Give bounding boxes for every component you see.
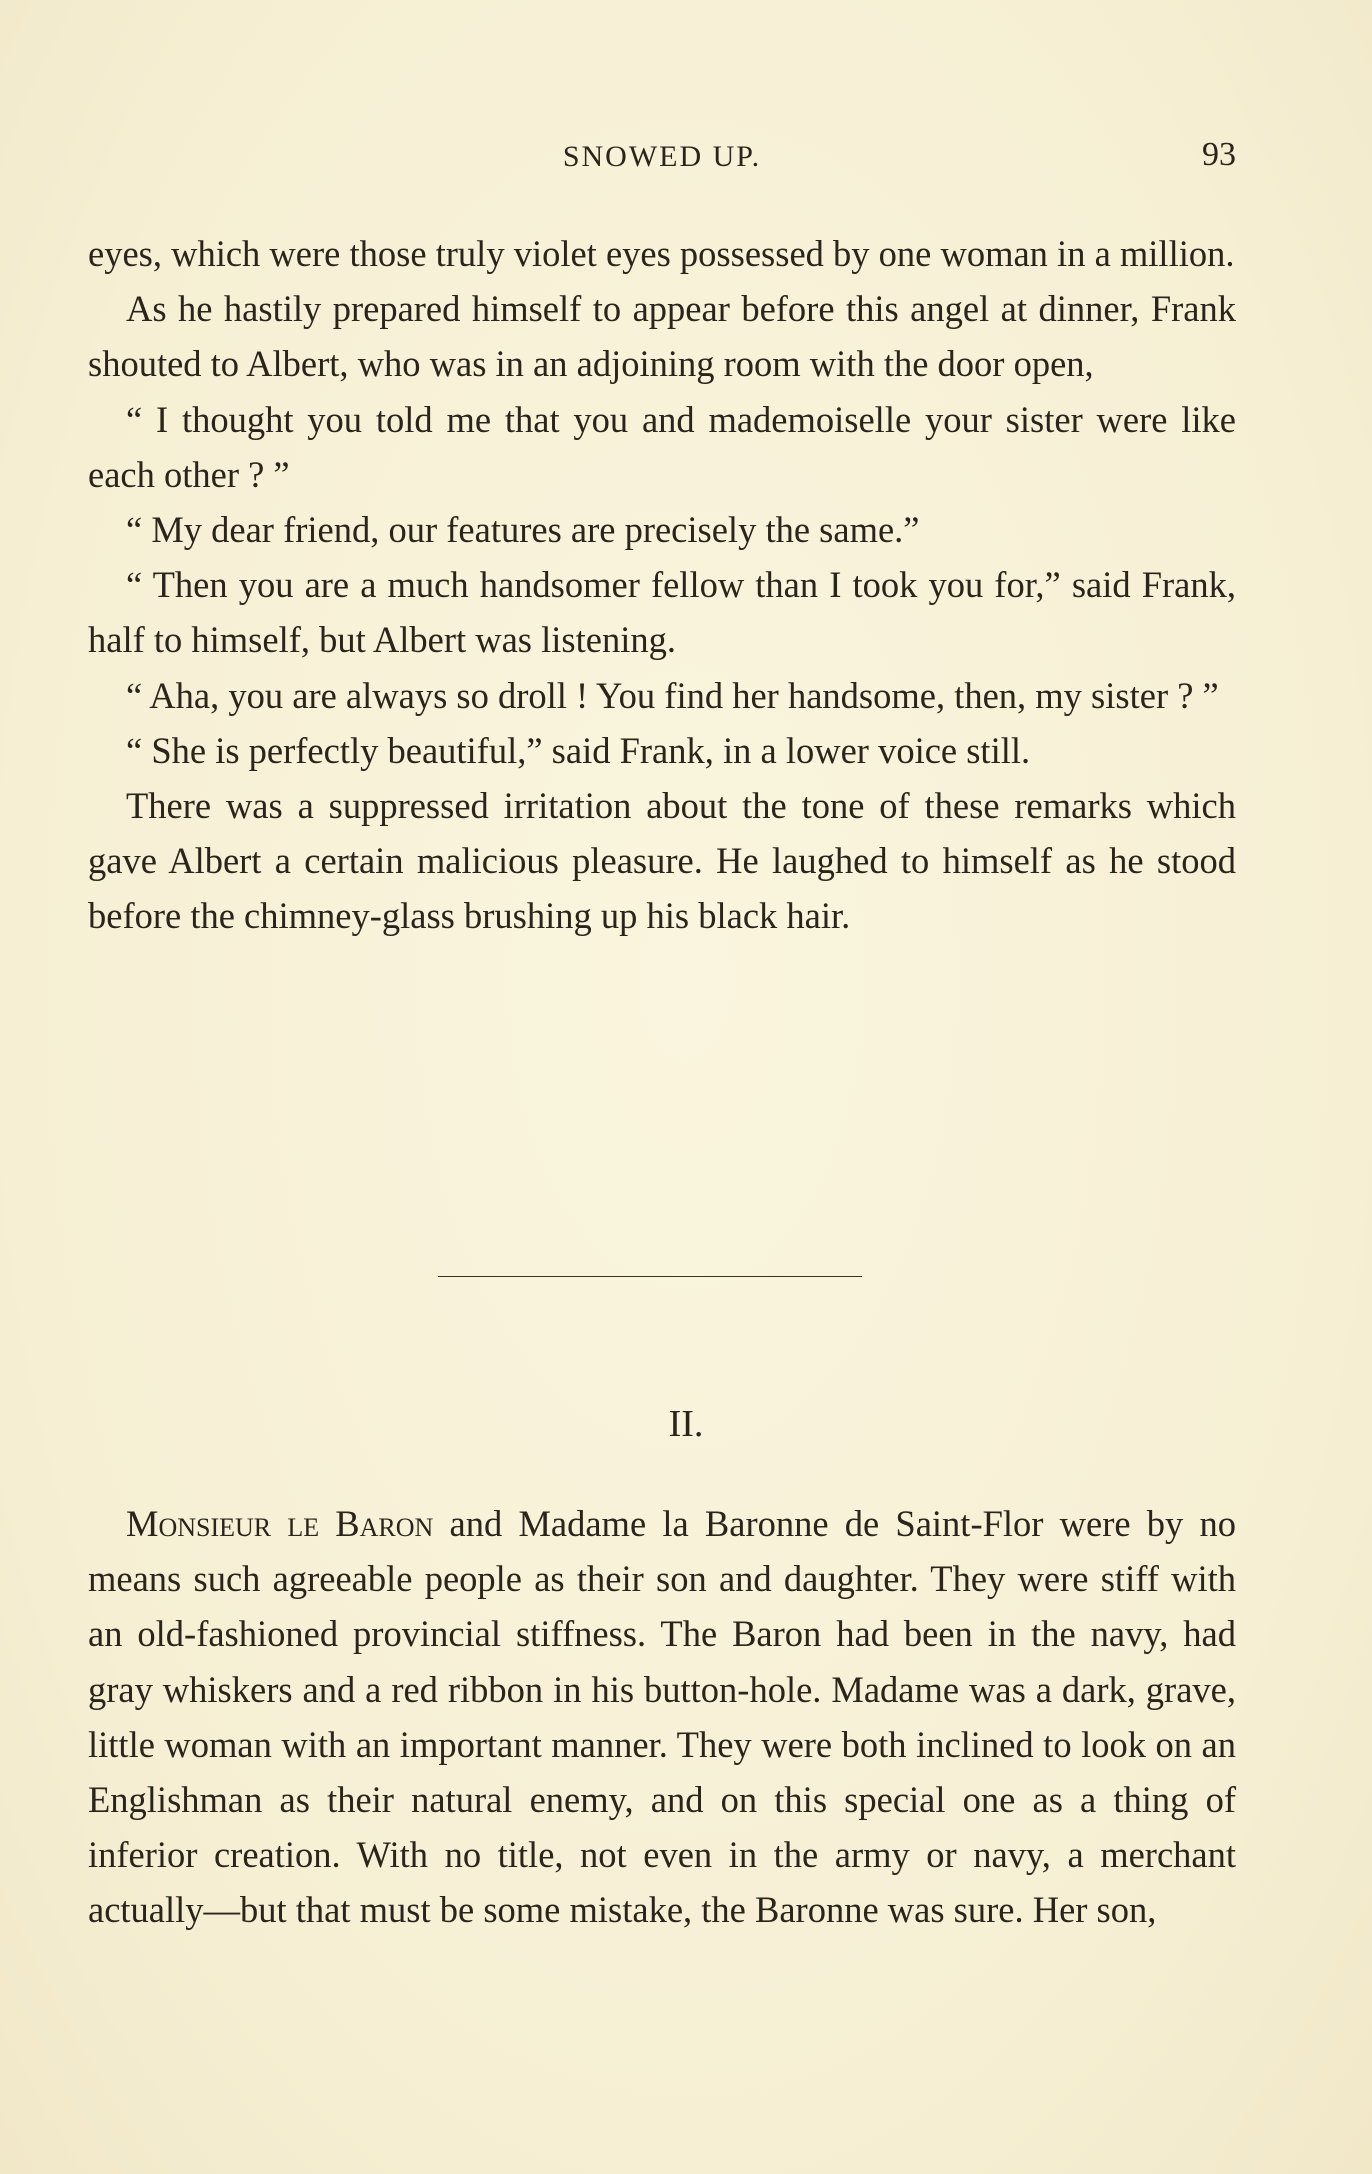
paragraph: “ Then you are a much handsomer fellow than I took you for,” said Frank, half to himself, but Albert was listening. xyxy=(88,564,1236,661)
paragraph: “ My dear friend, our features are precisely the same.” xyxy=(126,509,920,551)
paragraph: As he hastily prepared himself to appear before this angel at dinner, Frank shouted to Albert, who was in an adjoining room with the door open, xyxy=(88,288,1236,385)
text-block-bottom xyxy=(88,1496,1236,1938)
running-head: SNOWED UP. xyxy=(562,140,762,173)
paragraph: There was a suppressed irritation about the tone of these remarks which gave Albert a certain malicious pleasure. He laughed to himself as he stood before the chimney-glass brushing up his black hair. xyxy=(88,785,1236,937)
page-header xyxy=(88,136,1236,182)
text-block-top xyxy=(88,226,1236,944)
section-heading: II. xyxy=(668,1403,704,1445)
paragraph xyxy=(88,1496,1236,1938)
paragraph-text: and Madame la Baronne de Saint-Flor were by no means such agreeable people as their son and daughter. They were stiff with an old-fashioned provincial stiffness. The Baron had been in the navy, had gray whiskers and a red ribbon in his button-hole. Madame was a dark, grave, little woman with an important manner. They were both inclined to look on an Englishman as their natural enemy, and on this special one as a thing of inferior creation. With no title, not even in the army or navy, a merchant actually—but that must be some mistake, the Baronne was sure. Her son, xyxy=(88,1503,1236,1931)
paragraph: “ I thought you told me that you and mademoiselle your sister were like each other ? ” xyxy=(88,398,1236,495)
paragraph: eyes, which were those truly violet eyes possessed by one woman in a million. xyxy=(88,233,1235,274)
lead-in-small-caps: Monsieur le Baron xyxy=(126,1503,434,1544)
paragraph: “ She is perfectly beautiful,” said Frank, in a lower voice still. xyxy=(126,729,1031,771)
paragraph: “ Aha, you are always so droll ! You find her handsome, then, my sister ? ” xyxy=(126,674,1219,716)
page-number: 93 xyxy=(1202,136,1236,173)
section-separator-rule xyxy=(438,1276,862,1277)
